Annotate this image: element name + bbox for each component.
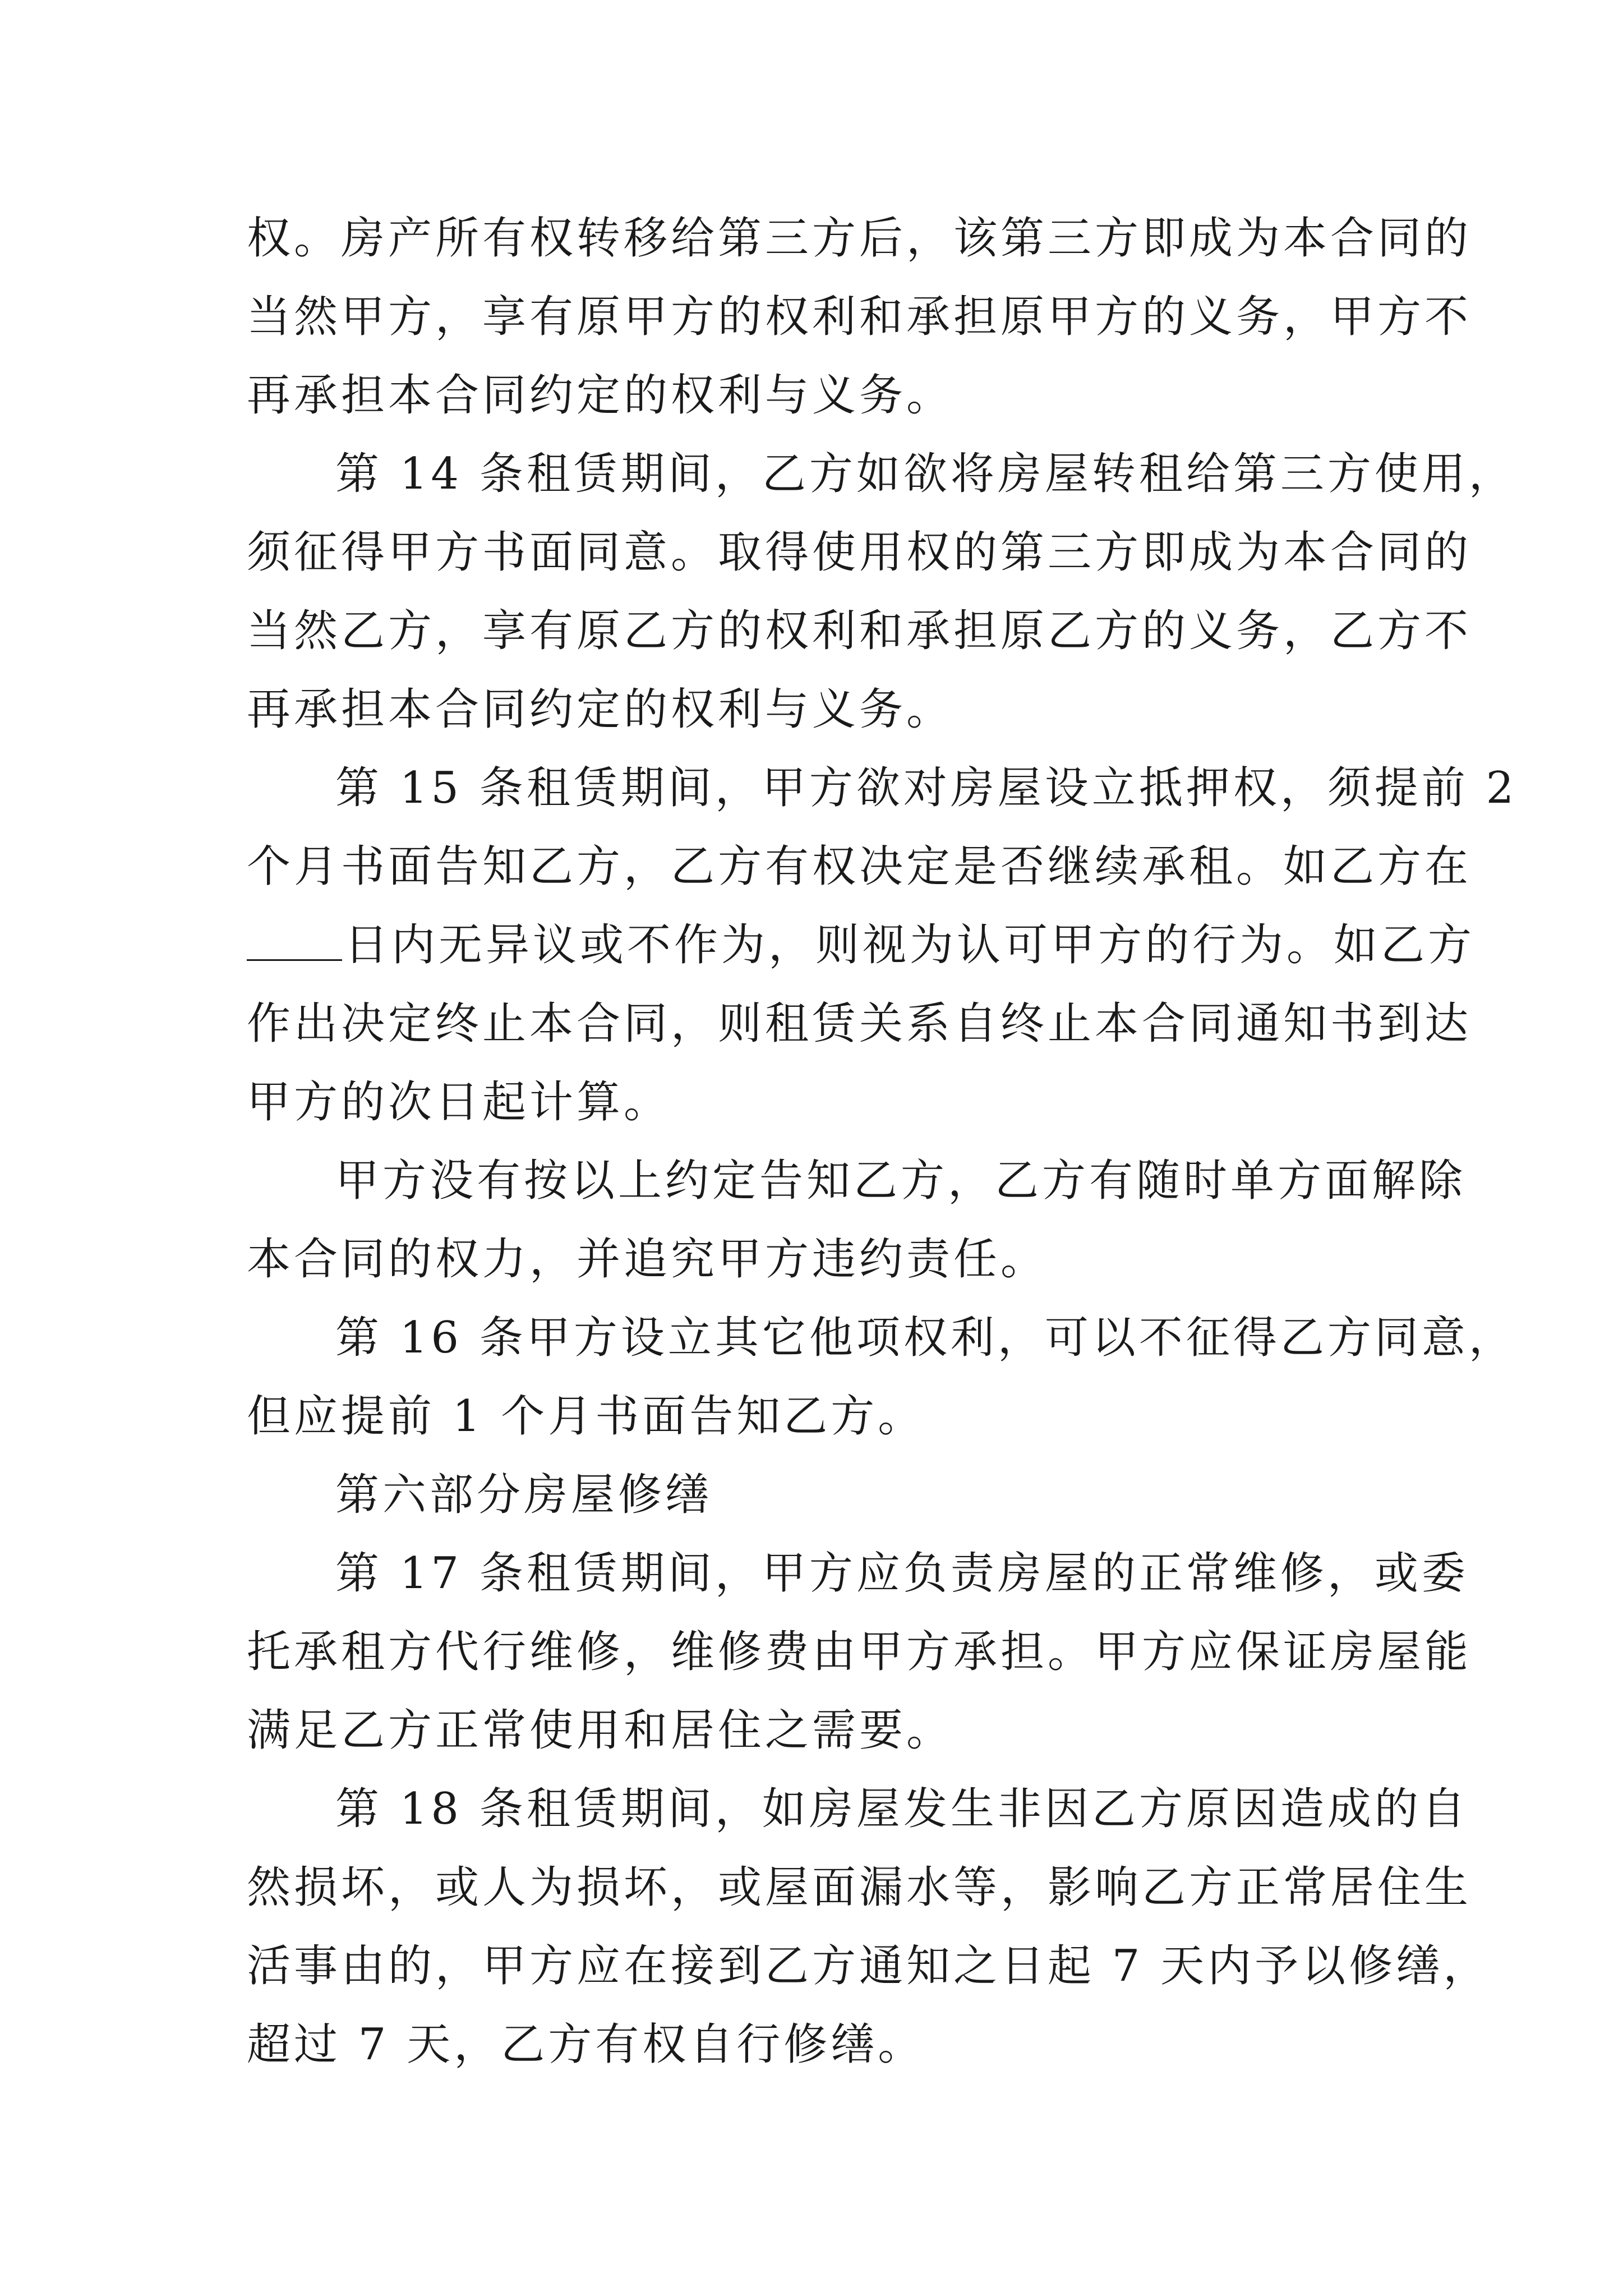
paragraph-article-18 [247, 1770, 1491, 2084]
text-line: 须征得甲方书面同意。取得使用权的第三方即成为本合同的 [247, 527, 1472, 578]
text-line: 当然甲方，享有原甲方的权利和承担原甲方的义务，甲方不 [247, 292, 1472, 342]
text-line: 托承租方代行维修，维修费由甲方承担。甲方应保证房屋能 [247, 1627, 1472, 1677]
text-line: 然损坏，或人为损坏，或屋面漏水等，影响乙方正常居住生 [247, 1862, 1472, 1913]
document-body [247, 199, 1518, 2084]
text-line: 第 14 条租赁期间，乙方如欲将房屋转租给第三方使用， [335, 449, 1516, 499]
text-line: 超过 7 天，乙方有权自行修缮。 [247, 2019, 925, 2070]
paragraph-ownership-transfer [247, 199, 1472, 435]
paragraph-notice-breach [247, 1142, 1467, 1299]
text-line-with-blank [247, 906, 1476, 984]
fill-in-blank [247, 926, 342, 961]
paragraph-article-14 [247, 435, 1516, 749]
text-line: 甲方的次日起计算。 [247, 1077, 671, 1128]
text-line: 甲方没有按以上约定告知乙方，乙方有随时单方面解除 [335, 1156, 1467, 1206]
text-line: 当然乙方，享有原乙方的权利和承担原乙方的义务，乙方不 [247, 606, 1472, 656]
text-line: 满足乙方正常使用和居住之需要。 [247, 1705, 954, 1756]
text-line: 作出决定终止本合同，则租赁关系自终止本合同通知书到达 [247, 999, 1472, 1049]
paragraph-article-17 [247, 1534, 1472, 1770]
text-line: 第 18 条租赁期间，如房屋发生非因乙方原因造成的自 [335, 1784, 1469, 1834]
text-line: 日内无异议或不作为，则视为认可甲方的行为。如乙方 [344, 920, 1476, 970]
text-line: 再承担本合同约定的权利与义务。 [247, 370, 954, 421]
paragraph-article-15 [247, 749, 1518, 1142]
text-line: 活事由的，甲方应在接到乙方通知之日起 7 天内予以修缮， [247, 1941, 1491, 1991]
section-title: 第六部分房屋修缮 [335, 1470, 713, 1520]
text-line: 权。房产所有权转移给第三方后，该第三方即成为本合同的 [247, 213, 1472, 264]
section-heading-part-6 [247, 1456, 1391, 1534]
paragraph-article-16 [247, 1299, 1516, 1456]
text-line: 第 16 条甲方设立其它他项权利，可以不征得乙方同意， [335, 1313, 1516, 1363]
text-line: 但应提前 1 个月书面告知乙方。 [247, 1391, 925, 1442]
text-line: 第 15 条租赁期间，甲方欲对房屋设立抵押权，须提前 2 [335, 763, 1518, 813]
text-line: 个月书面告知乙方，乙方有权决定是否继续承租。如乙方在 [247, 841, 1472, 892]
text-line: 再承担本合同约定的权利与义务。 [247, 684, 954, 735]
text-line: 第 17 条租赁期间，甲方应负责房屋的正常维修，或委 [335, 1548, 1469, 1599]
text-line: 本合同的权力，并追究甲方违约责任。 [247, 1234, 1048, 1285]
